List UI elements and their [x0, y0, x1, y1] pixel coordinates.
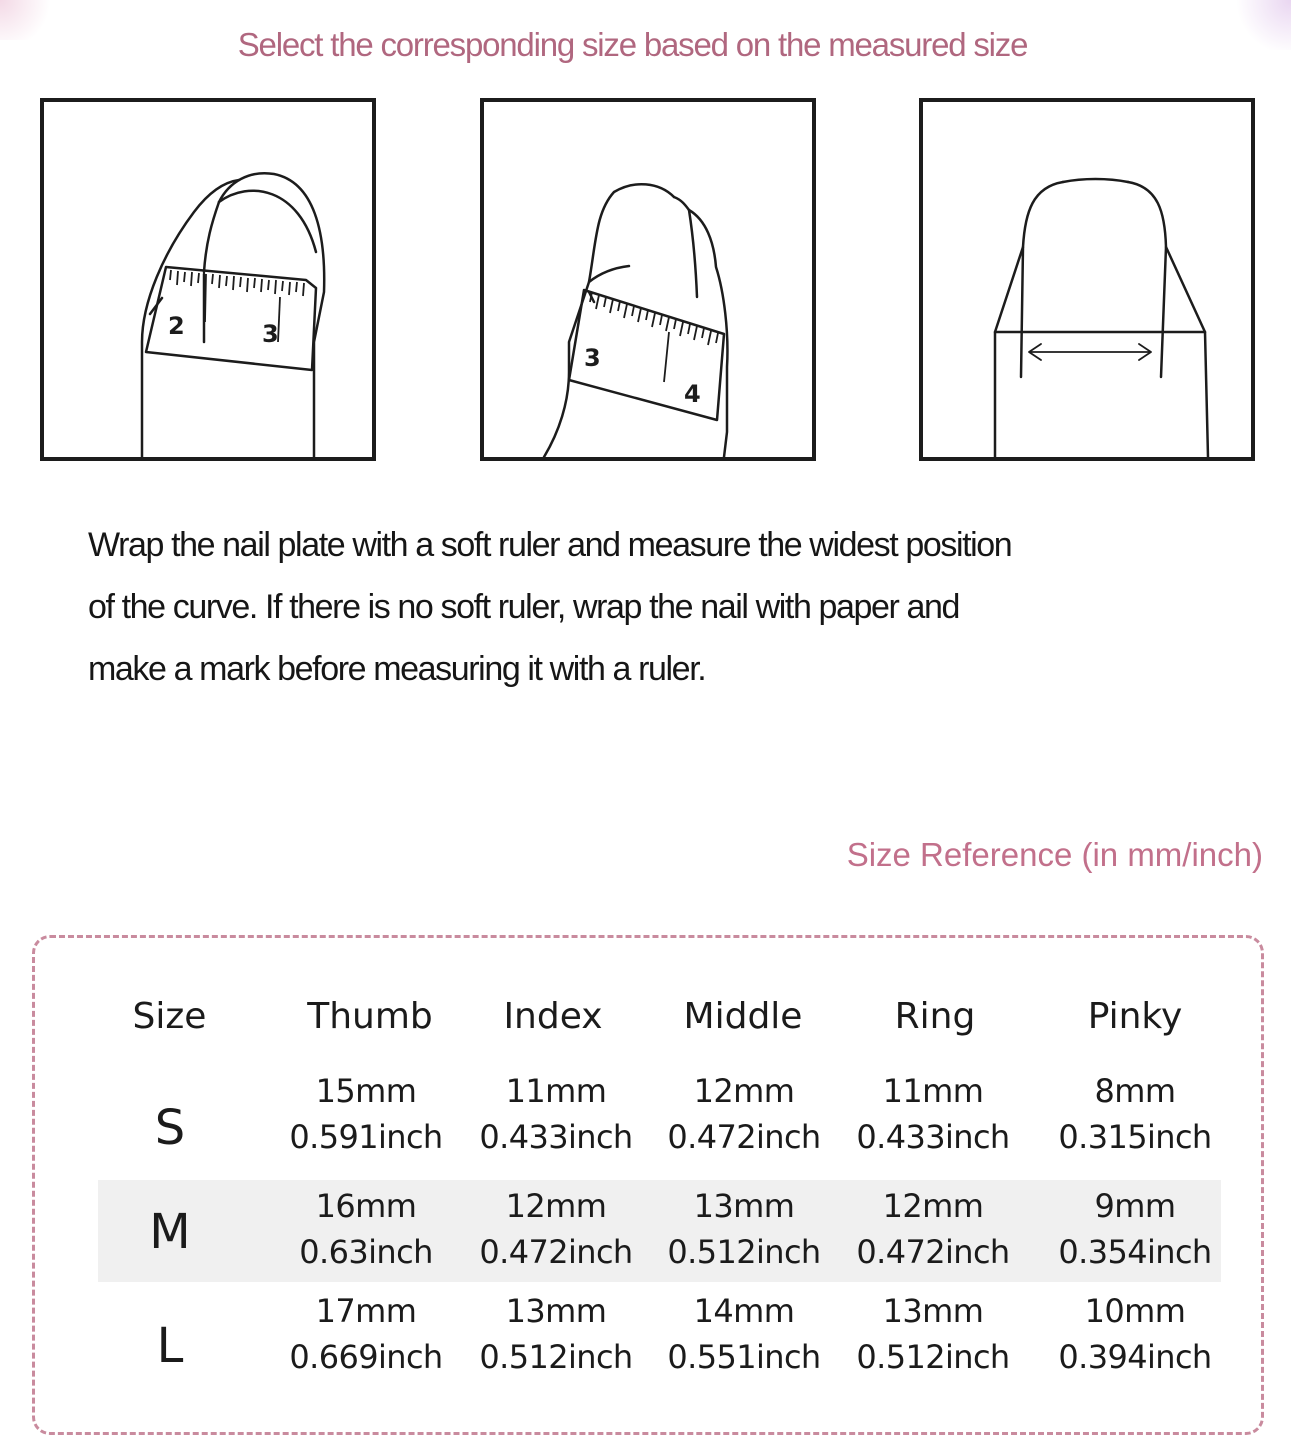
ruler-number: 4: [684, 380, 701, 408]
page-title: Select the corresponding size based on the measured size: [237, 26, 1028, 63]
size-reference-title: Size Reference (in mm/inch): [846, 836, 1263, 873]
ruler-number: 2: [168, 312, 185, 340]
ruler-tick: [226, 276, 227, 286]
instruction-line: Wrap the nail plate with a soft ruler and measure the widest position: [88, 526, 1012, 564]
cell-inch: 0.394inch: [1058, 1338, 1212, 1376]
cell-mm: 12mm: [882, 1187, 984, 1225]
ruler-tick: [282, 281, 283, 291]
ruler-tick: [205, 274, 206, 322]
cell-mm: 17mm: [315, 1292, 417, 1330]
table-cell: [276, 1068, 456, 1160]
cell-inch: 0.354inch: [1058, 1233, 1212, 1271]
ruler-tick: [296, 282, 297, 292]
table-header-pinky: Pinky: [1087, 996, 1183, 1037]
cell-inch: 0.512inch: [479, 1338, 633, 1376]
cell-mm: 8mm: [1094, 1072, 1176, 1110]
cell-mm: 12mm: [505, 1187, 607, 1225]
ruler-tick: [604, 297, 606, 307]
ruler-tick: [254, 278, 255, 288]
table-cell: [843, 1183, 1023, 1275]
table-cell: [1045, 1068, 1225, 1160]
table-cell: [654, 1183, 834, 1275]
ruler-tick: [694, 326, 697, 340]
ruler-tick: [646, 310, 648, 320]
ruler-tick: [610, 299, 613, 313]
ruler-tick: [289, 282, 290, 295]
cell-inch: 0.512inch: [856, 1338, 1010, 1376]
ruler-tick: [680, 322, 683, 336]
illustration-nail-width: [919, 98, 1255, 461]
table-cell: [1045, 1288, 1225, 1380]
ruler-tick: [247, 278, 248, 292]
finger-ruler-illustration: [484, 102, 812, 457]
table-cell: [843, 1068, 1023, 1160]
cell-inch: 0.669inch: [289, 1338, 443, 1376]
instruction-line: make a mark before measuring it with a ruler.: [88, 650, 706, 688]
table-cell: [276, 1288, 456, 1380]
double-arrow-icon: [1029, 344, 1151, 360]
table-cell: [1045, 1183, 1225, 1275]
ruler-tick: [666, 317, 669, 331]
ruler-tick: [716, 333, 718, 343]
size-label-l: L: [156, 1318, 184, 1374]
ruler-tick: [632, 306, 634, 316]
thumb-ruler-illustration: [44, 102, 372, 457]
ruler-tick: [660, 315, 662, 325]
ruler-tick: [198, 273, 199, 283]
size-label-s: S: [154, 1100, 186, 1156]
ruler-tick: [638, 308, 641, 322]
cell-inch: 0.551inch: [667, 1338, 821, 1376]
ruler-tick: [596, 295, 599, 309]
ruler-major-tick: [664, 332, 669, 382]
table-cell: [843, 1288, 1023, 1380]
instruction-line: of the curve. If there is no soft ruler, wrap the nail with paper and: [88, 588, 960, 626]
table-cell: [466, 1183, 646, 1275]
illustration-thumb-ruler: [40, 98, 376, 461]
cell-inch: 0.315inch: [1058, 1118, 1212, 1156]
measurement-instructions: [88, 514, 1238, 700]
cell-inch: 0.472inch: [856, 1233, 1010, 1271]
ruler-tick: [275, 280, 276, 294]
ruler-tick: [702, 328, 704, 338]
ruler-tick: [240, 277, 241, 287]
table-header-index: Index: [503, 996, 603, 1037]
ruler-tick: [303, 283, 304, 296]
cell-mm: 10mm: [1084, 1292, 1186, 1330]
ruler-tick: [268, 280, 269, 290]
table-header-middle: Middle: [683, 996, 803, 1037]
table-cell: [466, 1068, 646, 1160]
ruler-tick: [170, 270, 171, 280]
cell-inch: 0.433inch: [479, 1118, 633, 1156]
cell-inch: 0.591inch: [289, 1118, 443, 1156]
nail-width-illustration: [923, 102, 1251, 457]
cell-mm: 13mm: [693, 1187, 795, 1225]
cell-inch: 0.512inch: [667, 1233, 821, 1271]
table-header-thumb: Thumb: [307, 996, 433, 1037]
ruler-tick: [624, 304, 627, 318]
ruler-tick: [212, 274, 213, 284]
cell-inch: 0.472inch: [479, 1233, 633, 1271]
ruler-tick: [191, 272, 192, 286]
table-cell: [276, 1183, 456, 1275]
cell-mm: 11mm: [505, 1072, 607, 1110]
ruler-tick: [708, 331, 711, 345]
cell-mm: 15mm: [315, 1072, 417, 1110]
cell-inch: 0.63inch: [299, 1233, 433, 1271]
ruler-tick: [177, 271, 178, 285]
table-cell: [466, 1288, 646, 1380]
ruler-tick: [688, 324, 690, 334]
table-header-size: Size: [132, 996, 207, 1037]
ruler-tick: [184, 272, 185, 282]
ruler-number: 3: [584, 344, 601, 372]
cell-inch: 0.433inch: [856, 1118, 1010, 1156]
cell-inch: 0.472inch: [667, 1118, 821, 1156]
cell-mm: 16mm: [315, 1187, 417, 1225]
cell-mm: 14mm: [693, 1292, 795, 1330]
illustration-finger-ruler: [480, 98, 816, 461]
cell-mm: 12mm: [693, 1072, 795, 1110]
ruler-number: 3: [262, 320, 279, 348]
size-label-m: M: [149, 1204, 191, 1260]
ruler-tick: [261, 279, 262, 292]
ruler-tick: [652, 313, 655, 327]
table-header-ring: Ring: [894, 996, 976, 1037]
table-cell: [654, 1068, 834, 1160]
ruler-tick: [219, 275, 220, 288]
cell-mm: 9mm: [1094, 1187, 1176, 1225]
cell-mm: 11mm: [882, 1072, 984, 1110]
cell-mm: 13mm: [505, 1292, 607, 1330]
table-cell: [654, 1288, 834, 1380]
ruler-tick: [674, 319, 676, 329]
ruler-tick: [618, 301, 620, 311]
cell-mm: 13mm: [882, 1292, 984, 1330]
ruler-tick: [233, 276, 234, 290]
